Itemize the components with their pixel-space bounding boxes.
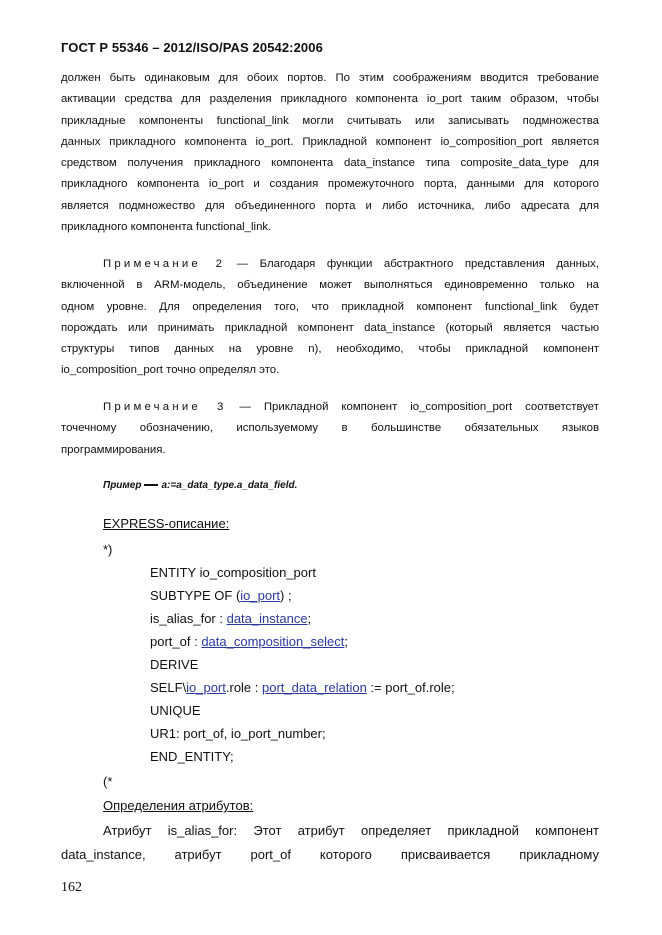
note-line: одном уровне. Для определения того, что прикладной компонент functional_link будет xyxy=(61,300,599,313)
note-text: Благодаря функции абстрактного представления данных, xyxy=(259,258,599,270)
note-text: Прикладной компонент io_composition_port соответствует xyxy=(263,401,599,413)
example-text: a:=a_data_type.a_data_field. xyxy=(161,480,298,491)
alias-line xyxy=(150,611,311,626)
page-number: 162 xyxy=(61,880,82,895)
code-text: := port_of.role; xyxy=(366,680,455,695)
note-2 xyxy=(61,254,599,382)
express-close-comment: (* xyxy=(103,774,113,789)
paragraph-line: активации средства для разделения прикладного компонента io_port таким образом, чтобы xyxy=(61,93,599,106)
note-first-line xyxy=(61,397,599,418)
self-line xyxy=(150,680,455,695)
attributes-text-line: Атрибут is_alias_for: Этот атрибут определяет прикладной компонент xyxy=(103,823,599,838)
note-label: Примечание 3 xyxy=(103,401,227,413)
note-3 xyxy=(61,397,599,461)
note-line: точечному обозначению, используемому в большинстве обязательных языков xyxy=(61,422,599,435)
body-paragraph xyxy=(61,68,599,238)
paragraph-line: должен быть одинаковым для обоих портов. По этим соображениям вводится требование xyxy=(61,72,599,84)
unique-line: UNIQUE xyxy=(150,703,201,718)
express-heading: EXPRESS-описание: xyxy=(103,516,230,531)
paragraph-line: данных прикладного компонента io_port. Прикладной компонент io_composition_port является xyxy=(61,135,599,148)
note-line: включенной в ARM-модель, объединение может выполняться единовременно только на xyxy=(61,279,599,292)
paragraph-line: прикладного компонента functional_link. xyxy=(61,221,272,234)
code-text: port_of : xyxy=(150,634,202,649)
data-composition-select-link[interactable]: data_composition_select xyxy=(201,634,345,649)
note-line: порождать или принимать прикладной компонент data_instance (который является частью xyxy=(61,321,599,334)
paragraph-line: является подмножество для объединенного порта и либо источника, либо адресата для xyxy=(61,199,599,212)
io-port-link[interactable]: io_port xyxy=(240,588,281,603)
code-text: .role : xyxy=(225,680,262,695)
attributes-text-line: data_instance, атрибут port_of которого присваивается прикладному xyxy=(61,847,599,862)
example-label: Пример xyxy=(103,480,142,491)
code-text: SUBTYPE OF ( xyxy=(150,588,241,603)
note-line: структуры типов данных на уровне n), необходимо, чтобы прикладной компонент xyxy=(61,343,599,356)
paragraph-line: прикладные компоненты functional_link могли считывать или записывать подмножества xyxy=(61,114,599,127)
code-text: ; xyxy=(344,634,349,649)
express-open-comment: *) xyxy=(103,542,113,557)
io-port-link[interactable]: io_port xyxy=(186,680,226,695)
note-first-line xyxy=(61,254,599,275)
derive-line: DERIVE xyxy=(150,657,199,672)
page-header-title: ГОСТ Р 55346 – 2012/ISO/PAS 20542:2006 xyxy=(61,40,323,55)
example-line xyxy=(103,480,297,491)
note-dash: — xyxy=(239,401,251,413)
ur1-line: UR1: port_of, io_port_number; xyxy=(150,726,326,741)
note-dash: — xyxy=(236,258,249,270)
paragraph-line: средством получения прикладного компонента data_instance типа composite_data_type для xyxy=(61,157,599,170)
note-line: программирования. xyxy=(61,443,166,456)
note-line: io_composition_port точно определял это. xyxy=(61,364,280,377)
note-label: Примечание 2 xyxy=(103,258,226,270)
attributes-heading: Определения атрибутов: xyxy=(103,798,254,813)
example-dash xyxy=(144,484,158,486)
data-instance-link[interactable]: data_instance xyxy=(226,611,308,626)
end-entity-line: END_ENTITY; xyxy=(150,749,234,764)
entity-line: ENTITY io_composition_port xyxy=(150,565,316,580)
paragraph-line: прикладного компонента io_port и создания промежуточного порта, данными для которого xyxy=(61,178,599,191)
code-text: ) ; xyxy=(280,588,292,603)
port-data-relation-link[interactable]: port_data_relation xyxy=(262,680,367,695)
code-text: SELF\ xyxy=(150,680,187,695)
port-of-line xyxy=(150,634,348,649)
code-text: is_alias_for : xyxy=(150,611,227,626)
code-text: ; xyxy=(307,611,312,626)
subtype-line xyxy=(150,588,292,603)
